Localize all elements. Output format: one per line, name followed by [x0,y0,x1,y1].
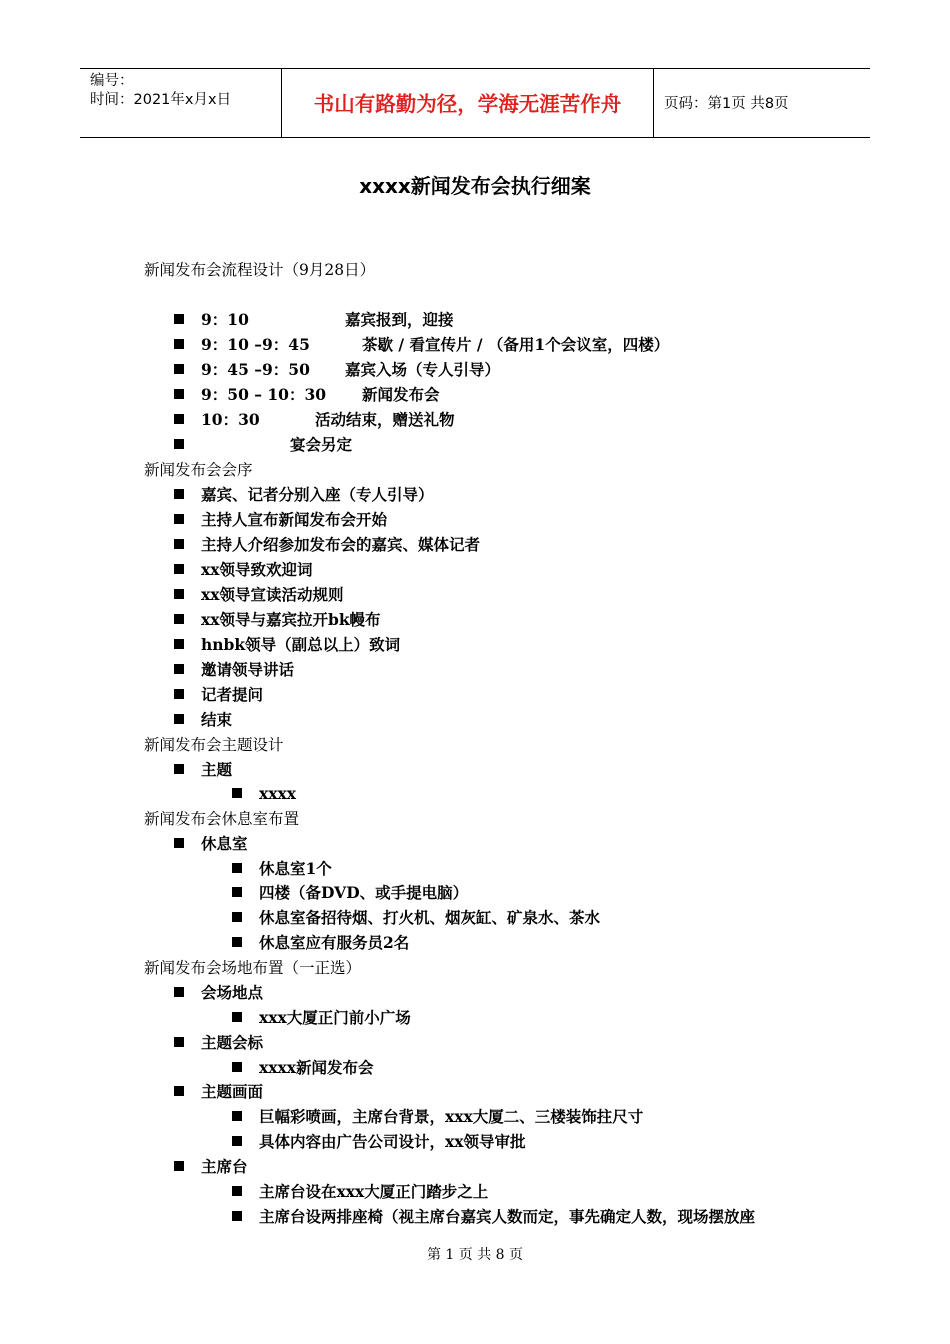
order-item: xx领导致欢迎词 [174,560,312,580]
venue-item: 会场地点 [174,983,263,1003]
bullet-square-icon [174,838,184,848]
lounge-sub-item: 休息室备招待烟、打火机、烟灰缸、矿泉水、茶水 [232,908,600,928]
bullet-square-icon [232,887,242,897]
venue-item: 主题会标 [174,1033,263,1053]
bullet-square-icon [174,514,184,524]
venue-sub-item: xxx大厦正门前小广场 [232,1008,411,1028]
lounge-sub-item: 四楼（备DVD、或手提电脑） [232,883,468,903]
bullet-square-icon [174,589,184,599]
bullet-square-icon [174,639,184,649]
flow-item: 9：50 – 10：30 新闻发布会 [174,385,326,405]
flow-item: 宴会另定 [174,435,201,455]
venue-sub-item: 主席台设两排座椅（视主席台嘉宾人数而定，事先确定人数，现场摆放座 [232,1207,755,1227]
order-item: 主持人介绍参加发布会的嘉宾、媒体记者 [174,535,480,555]
bullet-square-icon [174,564,184,574]
bullet-square-icon [174,614,184,624]
bullet-square-icon [174,714,184,724]
bullet-square-icon [174,1086,184,1096]
order-item: hnbk领导（副总以上）致词 [174,635,400,655]
order-item: xx领导宣读活动规则 [174,585,343,605]
flow-item: 9：10 嘉宾报到，迎接 [174,310,249,330]
bullet-square-icon [174,339,184,349]
page-label: 页码：第1页 共8页 [664,96,789,112]
serial-label: 编号： [90,73,134,89]
header-motto-cell [282,69,654,137]
flow-item: 9：45 –9：50 嘉宾入场（专人引导） [174,360,310,380]
header-info-cell [80,69,282,137]
order-item: xx领导与嘉宾拉开bk幔布 [174,610,381,630]
header-table [80,68,870,138]
bullet-square-icon [174,1037,184,1047]
flow-item: 10：30 活动结束，赠送礼物 [174,410,260,430]
theme-sub-item: xxxx [232,784,296,804]
bullet-square-icon [174,489,184,499]
venue-item: 主席台 [174,1157,248,1177]
bullet-square-icon [232,1211,242,1221]
bullet-square-icon [174,389,184,399]
bullet-square-icon [174,314,184,324]
section-heading-lounge: 新闻发布会休息室布置 [144,810,300,828]
section-heading-venue: 新闻发布会场地布置（一正选） [144,959,362,977]
bullet-square-icon [232,1111,242,1121]
order-item: 主持人宣布新闻发布会开始 [174,510,387,530]
bullet-square-icon [174,987,184,997]
bullet-square-icon [174,1161,184,1171]
bullet-square-icon [174,764,184,774]
bullet-square-icon [174,539,184,549]
bullet-square-icon [174,414,184,424]
bullet-square-icon [232,1136,242,1146]
motto: 书山有路勤为径，学海无涯苦作舟 [313,92,622,116]
theme-item: 主题 [174,760,232,780]
section-heading-theme: 新闻发布会主题设计 [144,736,284,754]
bullet-square-icon [174,364,184,374]
document-title: xxxx新闻发布会执行细案 [359,174,591,198]
order-item: 嘉宾、记者分别入座（专人引导） [174,485,434,505]
section-heading-order: 新闻发布会会序 [144,461,253,479]
flow-item: 9：10 –9：45 茶歇 / 看宣传片 / （备用1个会议室，四楼） [174,335,310,355]
order-item: 邀请领导讲话 [174,660,294,680]
lounge-item: 休息室 [174,834,248,854]
lounge-sub-item: 休息室应有服务员2名 [232,933,409,953]
venue-item: 主题画面 [174,1082,263,1102]
page-footer: 第 1 页 共 8 页 [426,1247,524,1263]
bullet-square-icon [174,664,184,674]
bullet-square-icon [232,1062,242,1072]
date-label: 时间：2021年x月x日 [90,92,232,108]
bullet-square-icon [232,788,242,798]
header-page-cell [654,69,870,137]
venue-sub-item: 主席台设在xxx大厦正门踏步之上 [232,1182,488,1202]
order-item: 记者提问 [174,685,263,705]
bullet-square-icon [174,439,184,449]
bullet-square-icon [232,863,242,873]
section-heading-flow: 新闻发布会流程设计（9月28日） [144,261,376,279]
bullet-square-icon [232,912,242,922]
bullet-square-icon [232,1012,242,1022]
bullet-square-icon [174,689,184,699]
lounge-sub-item: 休息室1个 [232,859,332,879]
order-item: 结束 [174,710,232,730]
venue-sub-item: 具体内容由广告公司设计，xx领导审批 [232,1132,525,1152]
venue-sub-item: xxxx新闻发布会 [232,1058,373,1078]
bullet-square-icon [232,937,242,947]
bullet-square-icon [232,1186,242,1196]
venue-sub-item: 巨幅彩喷画，主席台背景，xxx大厦二、三楼装饰拄尺寸 [232,1107,643,1127]
